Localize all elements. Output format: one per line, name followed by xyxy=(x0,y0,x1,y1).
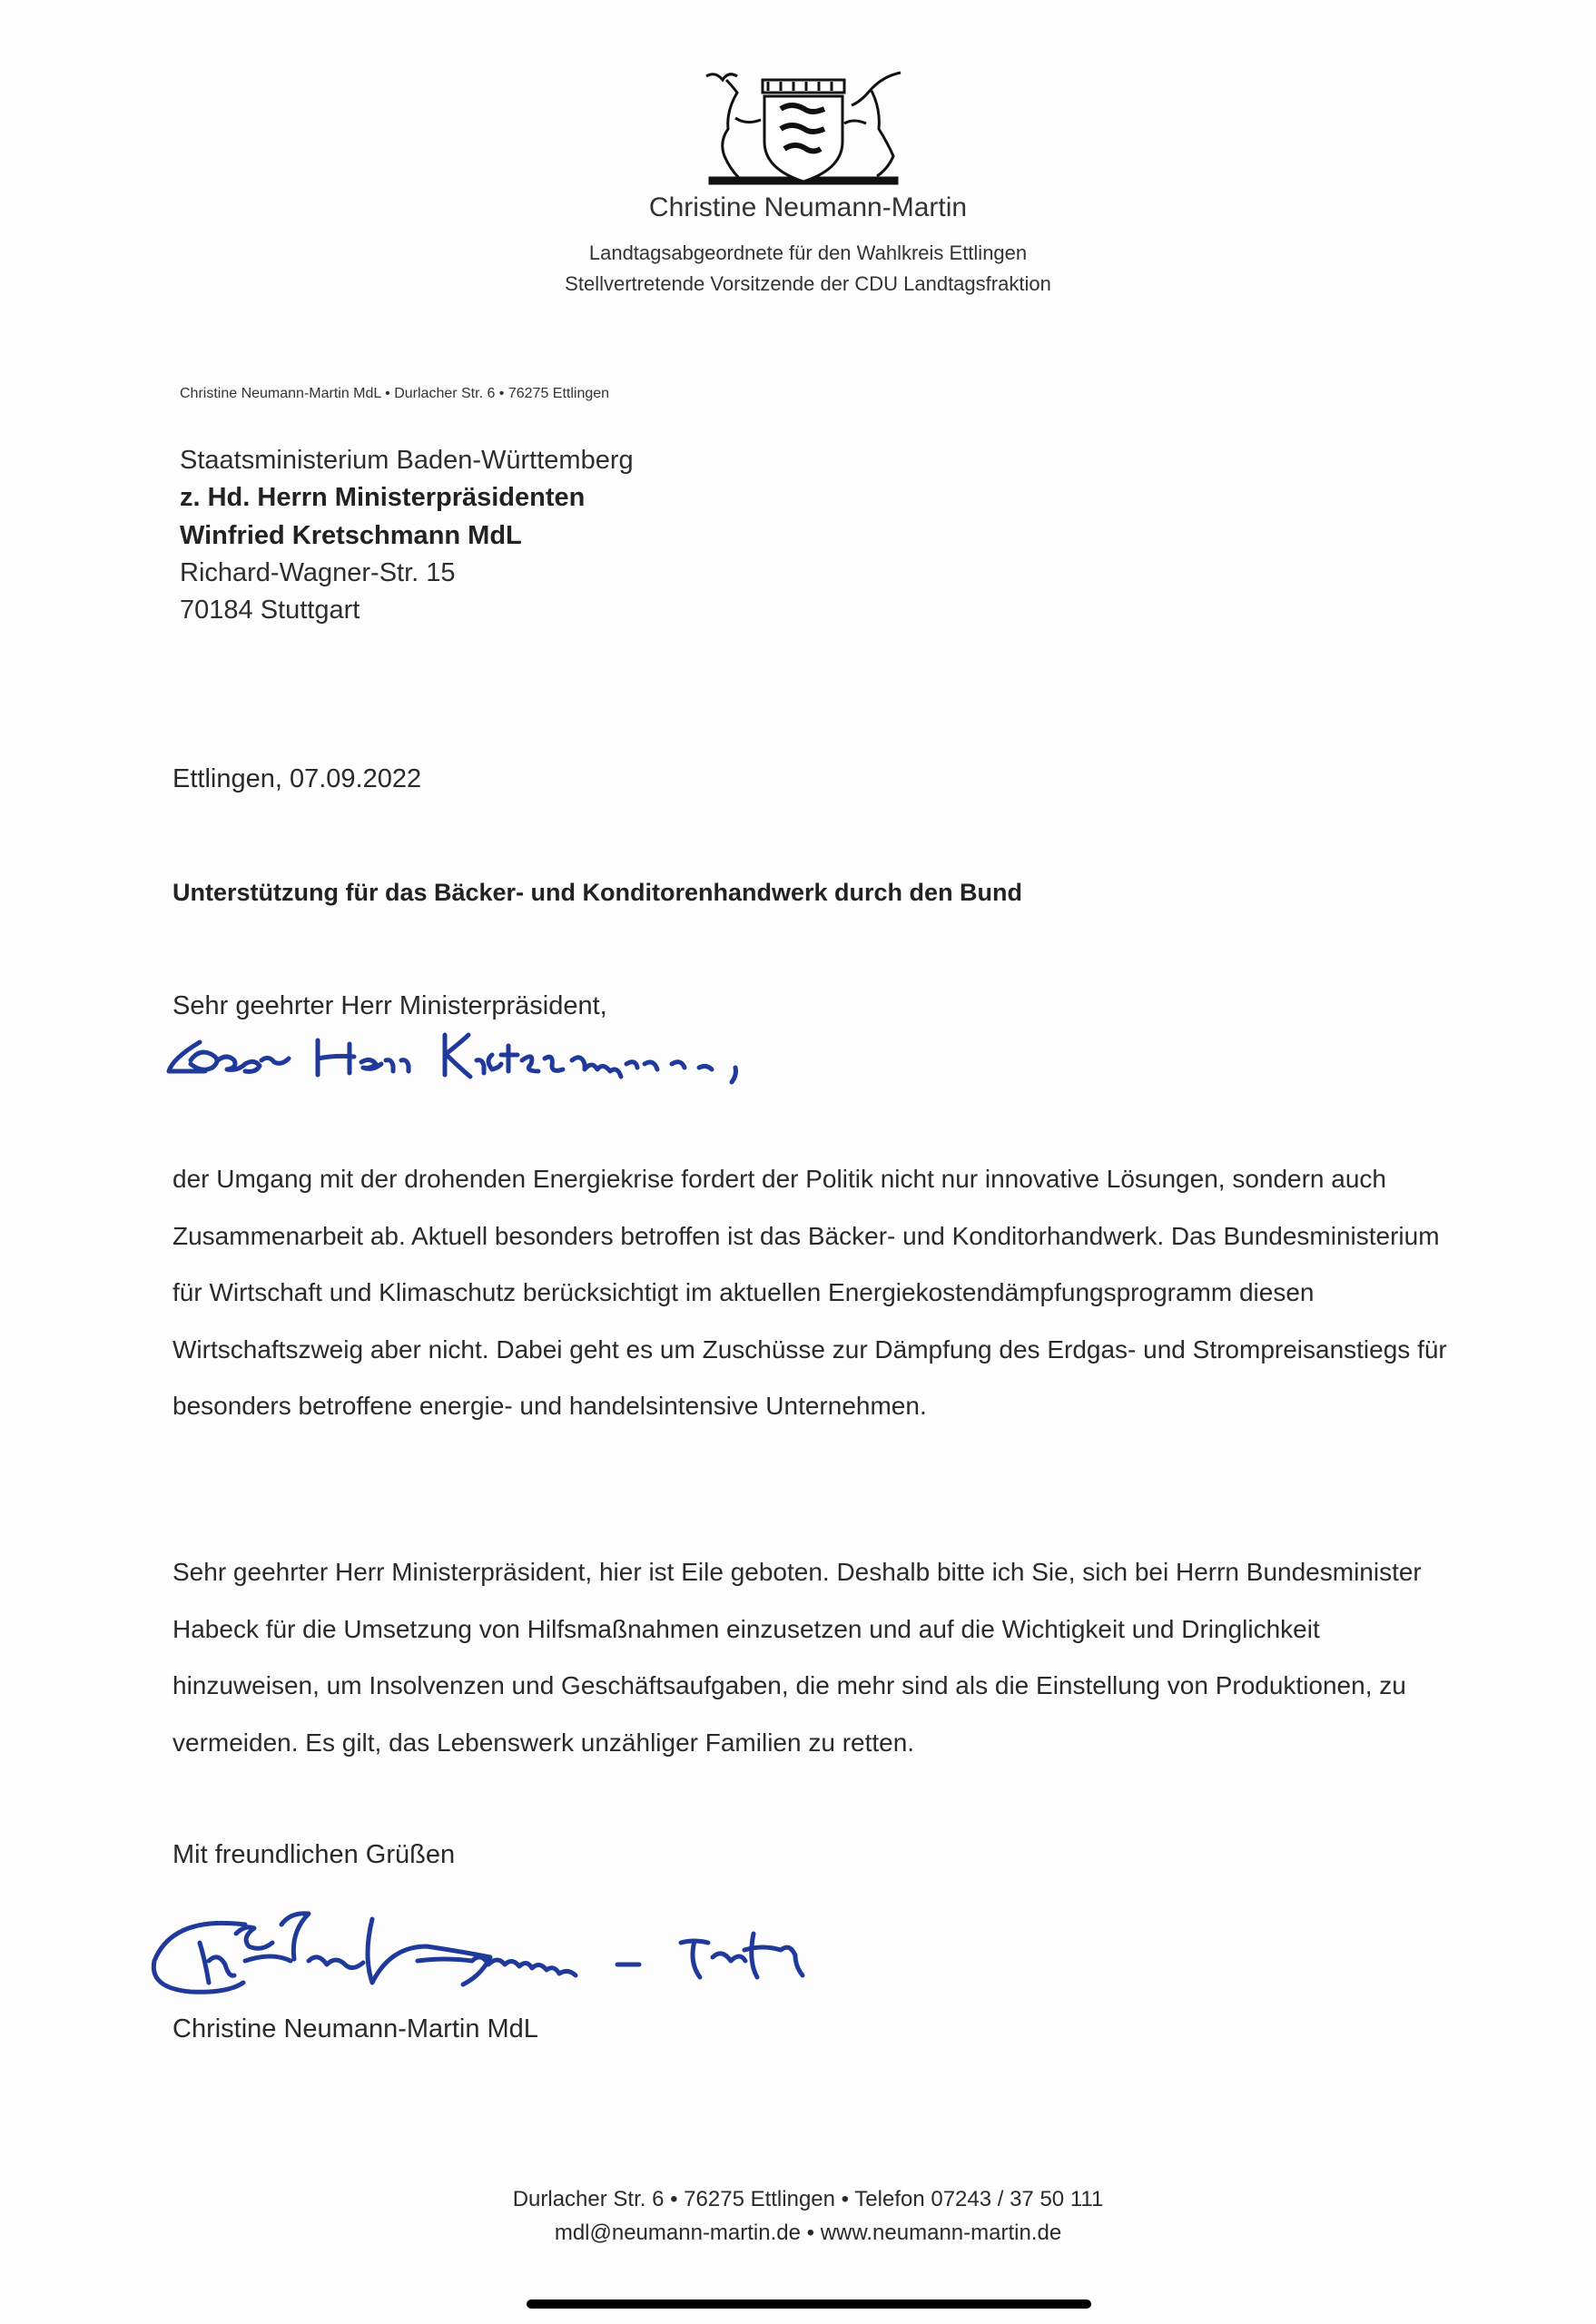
recipient-line-2: z. Hd. Herrn Ministerpräsidenten xyxy=(180,483,586,512)
letterhead-name: Christine Neumann-Martin xyxy=(648,192,968,222)
footer-address: Durlacher Str. 6 • 76275 Ettlingen • Telefon 07243 / 37 50 111 xyxy=(512,2187,1104,2211)
handwritten-signature xyxy=(145,1906,890,2006)
body-paragraph-2: Sehr geehrter Herr Ministerpräsident, hier ist Eile geboten. Deshalb bitte ich Sie, sich bei Herrn Bundesminister Habeck für die Umsetzung von Hilfsmaßnahmen einzusetzen und auf die Wichtigkeit und Dringlichkeit hinzuweisen, um Insolvenzen und Geschäftsaufgaben, die mehr sind als die Einstellung von Produktionen, zu vermeiden. Es gilt, das Lebenswerk unzähliger Familien zu retten. xyxy=(172,1558,1422,1757)
footer-contact: mdl@neumann-martin.de • www.neumann-martin.de xyxy=(554,2221,1062,2245)
handwritten-greeting xyxy=(163,1024,781,1088)
sender-return-address: Christine Neumann-Martin MdL • Durlacher Str. 6 • 76275 Ettlingen xyxy=(180,386,610,401)
closing: Mit freundlichen Grüßen xyxy=(172,1840,456,1869)
signer-name: Christine Neumann-Martin MdL xyxy=(172,2014,538,2043)
letterhead-subtitle-1: Landtagsabgeordnete für den Wahlkreis Ettlingen xyxy=(588,241,1028,264)
letter-subject: Unterstützung für das Bäcker- und Konditorenhandwerk durch den Bund xyxy=(172,879,1023,906)
salutation: Sehr geehrter Herr Ministerpräsident, xyxy=(172,991,607,1020)
recipient-line-3: Winfried Kretschmann MdL xyxy=(180,521,522,550)
coat-of-arms-icon xyxy=(699,64,908,191)
letter-date: Ettlingen, 07.09.2022 xyxy=(172,764,422,793)
body-paragraph-1: der Umgang mit der drohenden Energiekrise fordert der Politik nicht nur innovative Lösungen, sondern auch Zusammenarbeit ab. Aktuell besonders betroffen ist das Bäcker- und Konditorhandwerk. Das Bundesministerium für Wirtschaft und Klimaschutz berücksichtigt im aktuellen Energiekostendämpfungsprogramm diesen Wirtschaftszweig aber nicht. Dabei geht es um Zuschüsse zur Dämpfung des Erdgas- und Strompreisanstiegs für besonders betroffene energie- und handelsintensive Unternehmen. xyxy=(172,1165,1447,1420)
letterhead-subtitle-2: Stellvertretende Vorsitzende der CDU Landtagsfraktion xyxy=(565,272,1051,295)
recipient-line-5: 70184 Stuttgart xyxy=(180,596,360,625)
recipient-line-4: Richard-Wagner-Str. 15 xyxy=(180,558,456,587)
home-indicator-bar[interactable] xyxy=(527,2299,1091,2309)
recipient-line-1: Staatsministerium Baden-Württemberg xyxy=(180,446,634,475)
